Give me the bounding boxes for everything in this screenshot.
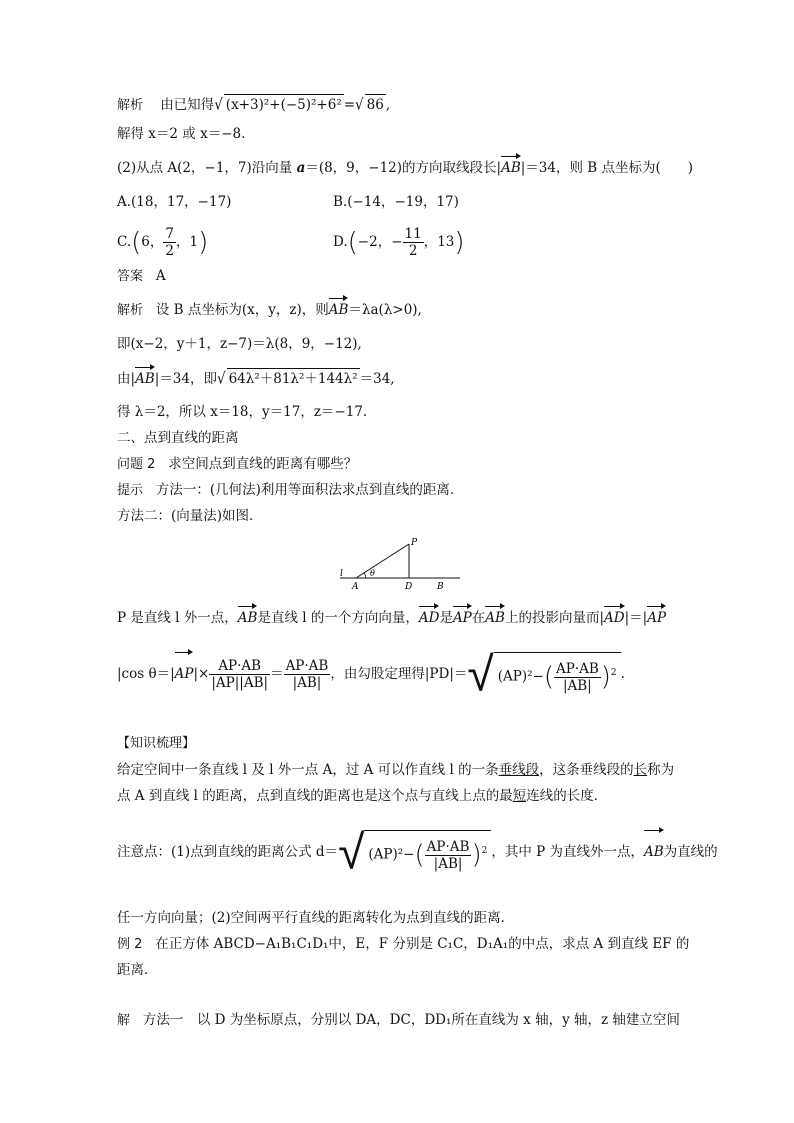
text: ，由勾股定理得|PD|＝ [330,666,468,682]
answer-value: A [155,268,166,284]
comma: , [385,97,391,113]
vector: AB [485,610,505,626]
vector-a: a [296,160,306,176]
label-d: D [405,582,413,592]
fraction [425,839,472,872]
denominator: |AB| [433,855,463,872]
numerator: AP·AB [555,660,599,677]
text: (2)从点 A(2，−1，7)沿向量 [117,160,297,176]
vector: AP [175,654,194,694]
hint-label: 提示 [117,483,144,498]
text: (AP)²− [368,846,415,863]
text: 上的投影向量而| [504,610,605,626]
projection-line-2 [117,646,625,703]
fraction [209,658,270,691]
solution-step-4: 得 λ＝2，所以 x＝18，y＝17，z＝−17. [117,404,368,420]
option-c [117,226,208,259]
text: 连线的长度． [526,788,608,804]
solution-step-2: 即(x−2，y＋1，z−7)＝λ(8，9，−12), [117,336,362,352]
denominator: 2 [165,243,174,259]
radical-sign: √ [355,95,364,115]
paren-left: ( [414,840,425,870]
geometry-figure [330,536,470,594]
denominator: 2 [408,243,418,259]
vector-ab: AB [135,371,155,387]
text: 是直线 l 的一个方向向量， [257,610,419,626]
vector-ab: AB [328,302,349,318]
underlined-term: 长 [633,762,648,778]
text: |cos θ＝| [117,666,175,682]
knowledge-heading: 【知识梳理】 [117,736,196,751]
vector: AB [644,832,664,872]
example-2-line-1 [117,934,689,955]
radicand [494,652,621,697]
equals: = [343,97,356,113]
question-2-line [117,158,693,178]
underlined-term: 短 [512,788,527,804]
solution-line-2: 解得 x＝2 或 x＝−8. [117,126,246,142]
radicand: (x+3)²+(−5)²+6² [224,94,344,115]
option-letter: C. [117,234,132,250]
answer-label: 答案 [117,269,144,284]
vector: AD [418,610,440,626]
example-2-line-2: 距离． [117,962,158,978]
example-label: 例 2 [117,937,143,952]
text: 是 [439,610,453,626]
paren-right: ) [198,227,209,258]
solution-step-1 [117,300,422,321]
paren-left: ( [131,227,142,258]
radical-sign: √ [214,95,223,115]
text: |× [193,666,210,682]
section-heading: 二、点到直线的距离 [117,430,239,446]
text: P 是直线 l 外一点， [117,610,238,626]
denominator: |AP||AB| [211,675,269,691]
text: 在正方体 ABCD−A₁B₁C₁D₁中，E，F 分别是 C₁C，D₁A₁的中点，求点 A 到直线 EF 的 [155,936,690,952]
text: 方法一 以 D 为坐标原点，分别以 DA，DC，DD₁所在直线为 x 轴，y 轴，z 轴建立空间 [142,1012,680,1028]
vector-ab: AB [501,160,521,176]
hint-line [117,480,463,501]
note-line-1 [117,824,718,881]
numerator: AP·AB [209,658,270,675]
denominator: |AB| [562,677,592,694]
method-2-line: 方法二：(向量法)如图． [117,508,263,524]
text: ＝34, [359,371,395,387]
text: |＝34，则 B 点坐标为( ) [520,160,694,176]
vector: AD [604,610,625,626]
text: −2，− [357,234,403,250]
text: ，13 [423,234,455,250]
text: ，1 [175,234,199,250]
numerator: AP·AB [285,658,329,674]
fraction [284,658,331,691]
text: 称为 [647,762,675,778]
text: 6， [141,234,164,250]
fraction [163,226,176,259]
radicand: 86 [365,94,386,115]
radical-sign: √ [467,646,494,703]
note-line-2: 任一方向向量；(2)空间两平行直线的距离转化为点到直线的距离． [117,910,515,926]
radicand: 64λ²＋81λ²＋144λ² [227,368,360,389]
label-b: B [437,582,444,592]
paren-right: ) [471,840,482,870]
text: 注意点：(1)点到直线的距离公式 d＝ [117,844,339,860]
answer-line [117,266,166,287]
text: 设 B 点坐标为(x，y，z)，则 [155,302,329,318]
fraction [403,226,424,259]
paren-right: ) [454,227,465,258]
text: . [620,666,625,682]
text: 由| [117,371,136,387]
analysis-label: 解析 [117,303,144,318]
option-a: A.(18，17，−17) [117,194,232,210]
solution-line [117,1010,680,1031]
text: 为直线的 [663,844,718,860]
radical-sign: √ [338,824,365,881]
text: ，这条垂线段的 [539,762,634,778]
analysis-label: 解析 [117,98,144,113]
exponent: 2 [481,846,488,856]
vector: AP [452,610,472,626]
underlined-term: 垂线段 [498,762,540,778]
label-p: P [411,538,418,548]
text: ，其中 P 为直线外一点， [491,844,645,860]
paren-left: ( [347,227,358,258]
text: 在 [471,610,486,626]
text: ＝ [270,666,284,682]
definition-line-1 [117,760,674,780]
text: 方法一：(几何法)利用等面积法求点到直线的距离． [155,482,464,498]
vector: AP [647,610,667,626]
option-b: B.(−14，−19，17) [333,194,459,210]
solution-line-1 [117,94,390,116]
text: 求空间点到直线的距离有哪些？ [168,456,358,472]
exponent: 2 [610,668,617,678]
radical-sign: √ [216,369,226,389]
solution-label: 解 [117,1013,131,1028]
option-letter: D. [333,234,348,250]
question-2-prompt [117,454,357,475]
text: 点 A 到直线 l 的距离，点到直线的距离也是这个点与直线上点的最 [117,788,513,804]
definition-line-2 [117,786,607,806]
option-d [333,226,465,259]
radicand [364,830,491,875]
text: |＝34，即 [154,371,217,387]
solution-step-3 [117,368,395,389]
numerator: AP·AB [426,838,470,855]
text: ＝(8，9，−12)的方向取线段长| [305,160,502,176]
numerator: 11 [404,226,422,242]
paren-left: ( [543,662,554,692]
question-label: 问题 2 [117,457,156,472]
text: 给定空间中一条直线 l 及 l 外一点 A，过 A 可以作直线 l 的一条 [117,762,499,778]
text: 由已知得 [160,97,215,113]
denominator: |AB| [292,675,322,691]
label-a: A [352,582,359,592]
fraction [554,661,601,694]
label-l: l [340,569,343,579]
text: |＝| [624,610,648,626]
paren-right: ) [600,662,611,692]
text: (AP)²− [497,668,544,685]
projection-line-1 [117,608,666,628]
text: ＝λa(λ>0), [348,302,422,318]
numerator: 7 [165,226,174,242]
vector: AB [237,610,258,626]
label-theta: θ [370,569,375,578]
